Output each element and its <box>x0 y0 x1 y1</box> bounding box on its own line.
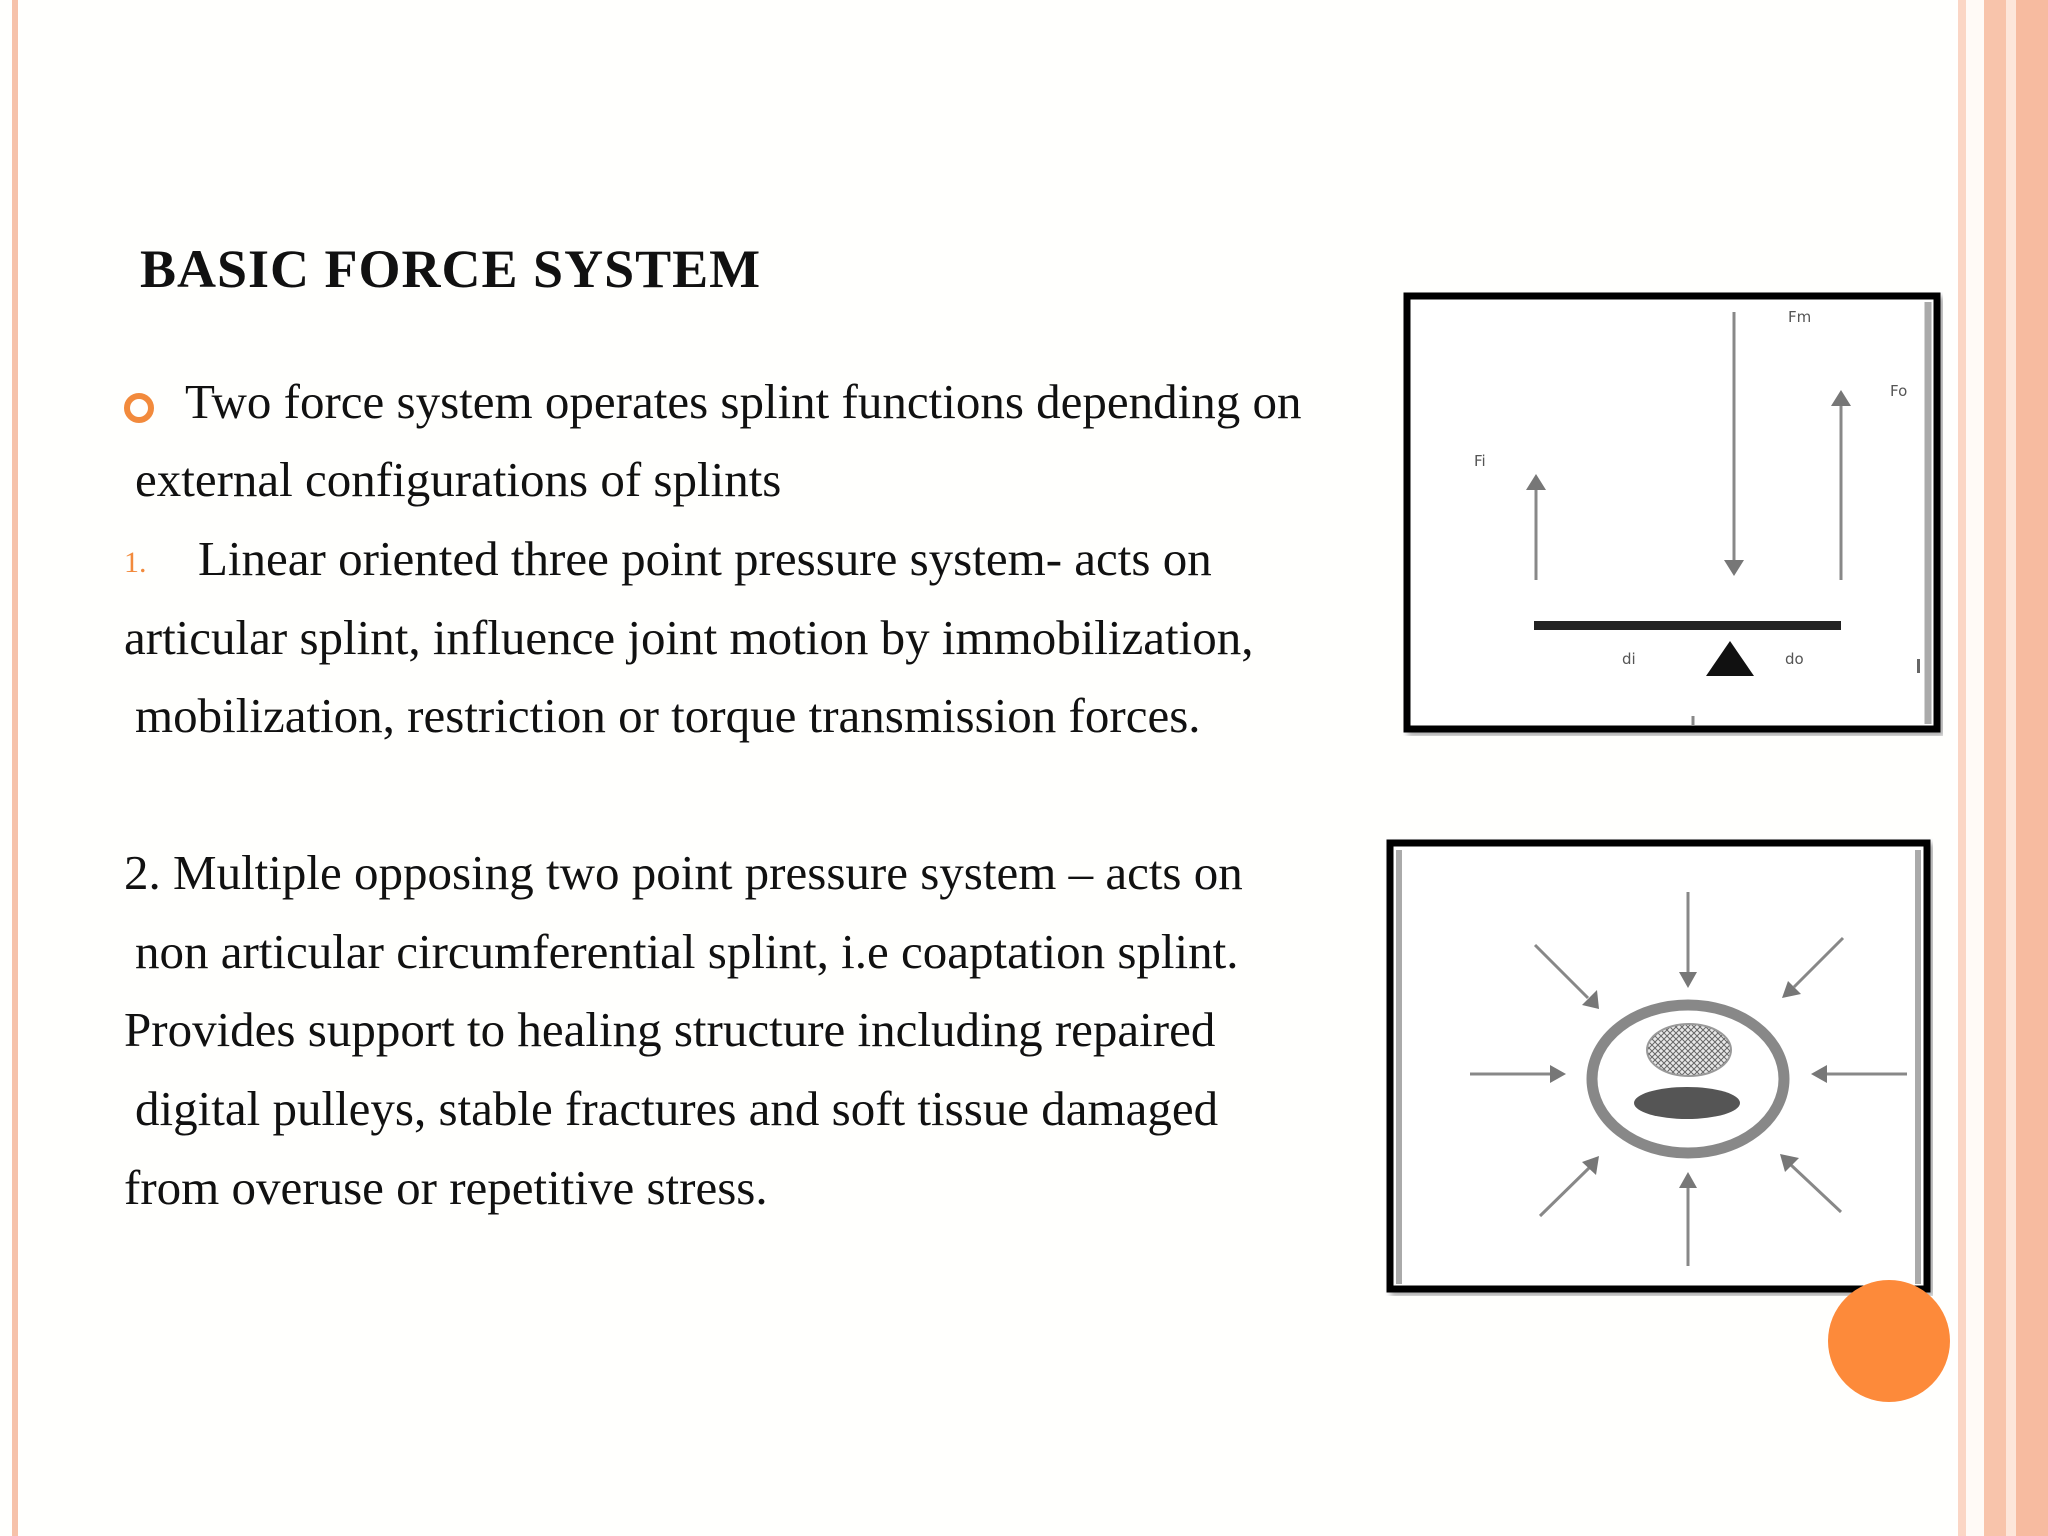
text-line-2: external configurations of splints <box>135 452 782 507</box>
circumferential-pressure-diagram <box>1385 838 1933 1296</box>
decorative-orange-circle <box>1828 1280 1950 1402</box>
lever-beam <box>1534 621 1841 630</box>
edge-mark <box>1917 659 1920 673</box>
text-line-5: mobilization, restriction or torque transmission forces. <box>135 688 1201 743</box>
text-line-6: 2. Multiple opposing two point pressure system – acts on <box>124 845 1243 900</box>
label-fo: Fo <box>1890 382 1908 400</box>
bullet-ring-icon <box>124 393 154 423</box>
label-di: di <box>1622 650 1636 668</box>
right-stripe-4 <box>2006 0 2016 1536</box>
text-line-9: digital pulleys, stable fractures and soft tissue damaged <box>135 1081 1219 1136</box>
three-point-pressure-figure <box>1403 292 1943 736</box>
right-stripe-2 <box>1966 0 1984 1536</box>
circumferential-pressure-figure <box>1385 838 1933 1296</box>
list-number: 1. <box>124 546 147 579</box>
right-stripe-1 <box>1958 0 1966 1536</box>
right-stripe-3 <box>1984 0 2006 1536</box>
left-stripe <box>12 0 18 1536</box>
slide-title: BASIC FORCE SYSTEM <box>140 239 762 299</box>
figure-frame <box>1407 296 1937 729</box>
text-line-3: Linear oriented three point pressure system- acts on <box>198 531 1212 586</box>
hatched-tissue <box>1647 1024 1731 1076</box>
text-line-4: articular splint, influence joint motion by immobilization, <box>124 610 1254 665</box>
right-stripe-5 <box>2016 0 2048 1536</box>
label-fi: Fi <box>1474 452 1486 470</box>
bone-shape <box>1634 1087 1740 1119</box>
text-line-7: non articular circumferential splint, i.e coaptation splint. <box>135 924 1239 979</box>
text-line-8: Provides support to healing structure including repaired <box>124 1002 1216 1057</box>
text-line-1: Two force system operates splint functions depending on <box>185 374 1302 429</box>
label-do: do <box>1785 650 1804 668</box>
three-point-pressure-diagram <box>1403 292 1943 736</box>
label-fm: Fm <box>1788 308 1812 326</box>
text-line-10: from overuse or repetitive stress. <box>124 1160 768 1215</box>
